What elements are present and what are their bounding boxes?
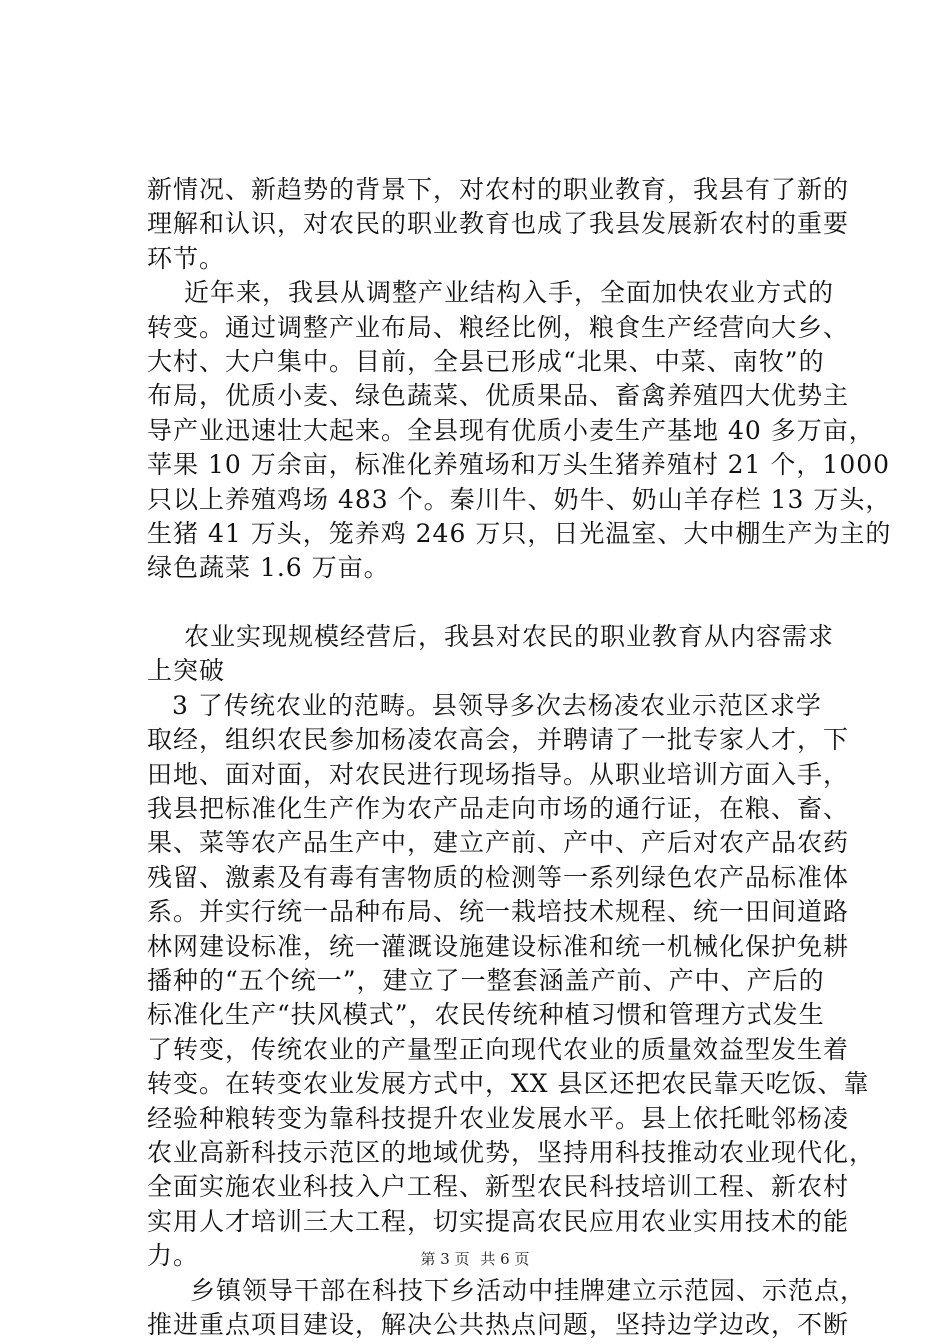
paragraph-4-line-8: 林网建设标准，统一灌溉设施建设标准和统一机械化保护免耕: [147, 931, 850, 961]
paragraph-2-line-1: 近年来，我县从调整产业结构入手，全面加快农业方式的: [184, 278, 835, 308]
paragraph-3-line-2: 上突破: [147, 656, 226, 686]
paragraph-4-line-7: 系。并实行统一品种布局、统一栽培技术规程、统一田间道路: [147, 897, 850, 927]
paragraph-4-line-1: 3 了传统农业的范畴。县领导多次去杨凌农业示范区求学: [172, 690, 822, 720]
paragraph-2-line-7: 只以上养殖鸡场 483 个。秦川牛、奶牛、奶山羊存栏 13 万头，: [147, 484, 892, 514]
page-number-current: 第 3 页: [420, 1250, 470, 1268]
paragraph-4-line-17: 力。: [147, 1241, 200, 1271]
paragraph-4-line-14: 农业高新科技示范区的地域优势，坚持用科技推动农业现代化，: [147, 1137, 876, 1167]
paragraph-2-line-4: 布局，优质小麦、绿色蔬菜、优质果品、畜禽养殖四大优势主: [147, 381, 850, 411]
paragraph-2-line-8: 生猪 41 万头，笼养鸡 246 万只，日光温室、大中棚生产为主的: [147, 518, 892, 548]
paragraph-5-line-2: 推进重点项目建设，解决公共热点问题，坚持边学边改，不断: [147, 1309, 850, 1339]
paragraph-1-line-3: 环节。: [147, 243, 226, 273]
paragraph-4-line-5: 果、菜等农产品生产中，建立产前、产中、产后对农产品农药: [147, 828, 850, 858]
paragraph-2-line-9: 绿色蔬菜 1.6 万亩。: [147, 553, 390, 583]
paragraph-5-line-1: 乡镇领导干部在科技下乡活动中挂牌建立示范园、示范点，: [190, 1275, 867, 1305]
paragraph-4-line-12: 转变。在转变农业发展方式中，XX 县区还把农民靠天吃饭、靠: [147, 1069, 870, 1099]
paragraph-2-line-6: 苹果 10 万余亩，标准化养殖场和万头生猪养殖村 21 个，1000: [147, 450, 891, 480]
paragraph-4-line-15: 全面实施农业科技入户工程、新型农民科技培训工程、新农村: [147, 1172, 850, 1202]
paragraph-4-line-6: 残留、激素及有毒有害物质的检测等一系列绿色农产品标准体: [147, 862, 850, 892]
paragraph-3-line-1: 农业实现规模经营后，我县对农民的职业教育从内容需求: [184, 622, 835, 652]
paragraph-2-line-2: 转变。通过调整产业布局、粮经比例，粮食生产经营向大乡、: [147, 312, 850, 342]
paragraph-2-line-10: [147, 586, 827, 620]
paragraph-4-line-13: 经验种粮转变为靠科技提升农业发展水平。县上依托毗邻杨凌: [147, 1103, 850, 1133]
paragraph-4-line-16: 实用人才培训三大工程，切实提高农民应用农业实用技术的能: [147, 1206, 850, 1236]
paragraph-1-line-1: 新情况、新趋势的背景下，对农村的职业教育，我县有了新的: [147, 175, 850, 204]
paragraph-1-line-2: 理解和认识，对农民的职业教育也成了我县发展新农村的重要: [147, 209, 850, 239]
paragraph-4-line-4: 我县把标准化生产作为农产品走向市场的通行证，在粮、畜、: [147, 794, 850, 824]
paragraph-4-line-3: 田地、面对面，对农民进行现场指导。从职业培训方面入手，: [147, 759, 850, 789]
paragraph-4-line-11: 了转变，传统农业的产量型正向现代农业的质量效益型发生着: [147, 1034, 850, 1064]
body-text: [147, 173, 892, 1342]
page-number-total: 共 6 页: [480, 1250, 530, 1268]
paragraph-2-line-5: 导产业迅速壮大起来。全县现有优质小麦生产基地 40 多万亩，: [147, 415, 875, 445]
paragraph-4-line-9: 播种的“五个统一”，建立了一整套涵盖产前、产中、产后的: [147, 965, 825, 995]
paragraph-4-line-2: 取经，组织农民参加杨凌农高会，并聘请了一批专家人才，下: [147, 725, 850, 755]
paragraph-2-line-3: 大村、大户集中。目前，全县已形成“北果、中菜、南牧”的: [147, 346, 825, 376]
paragraph-4-line-10: 标准化生产“扶风模式”，农民传统种植习惯和管理方式发生: [147, 1000, 825, 1030]
page-footer: [0, 1248, 950, 1269]
